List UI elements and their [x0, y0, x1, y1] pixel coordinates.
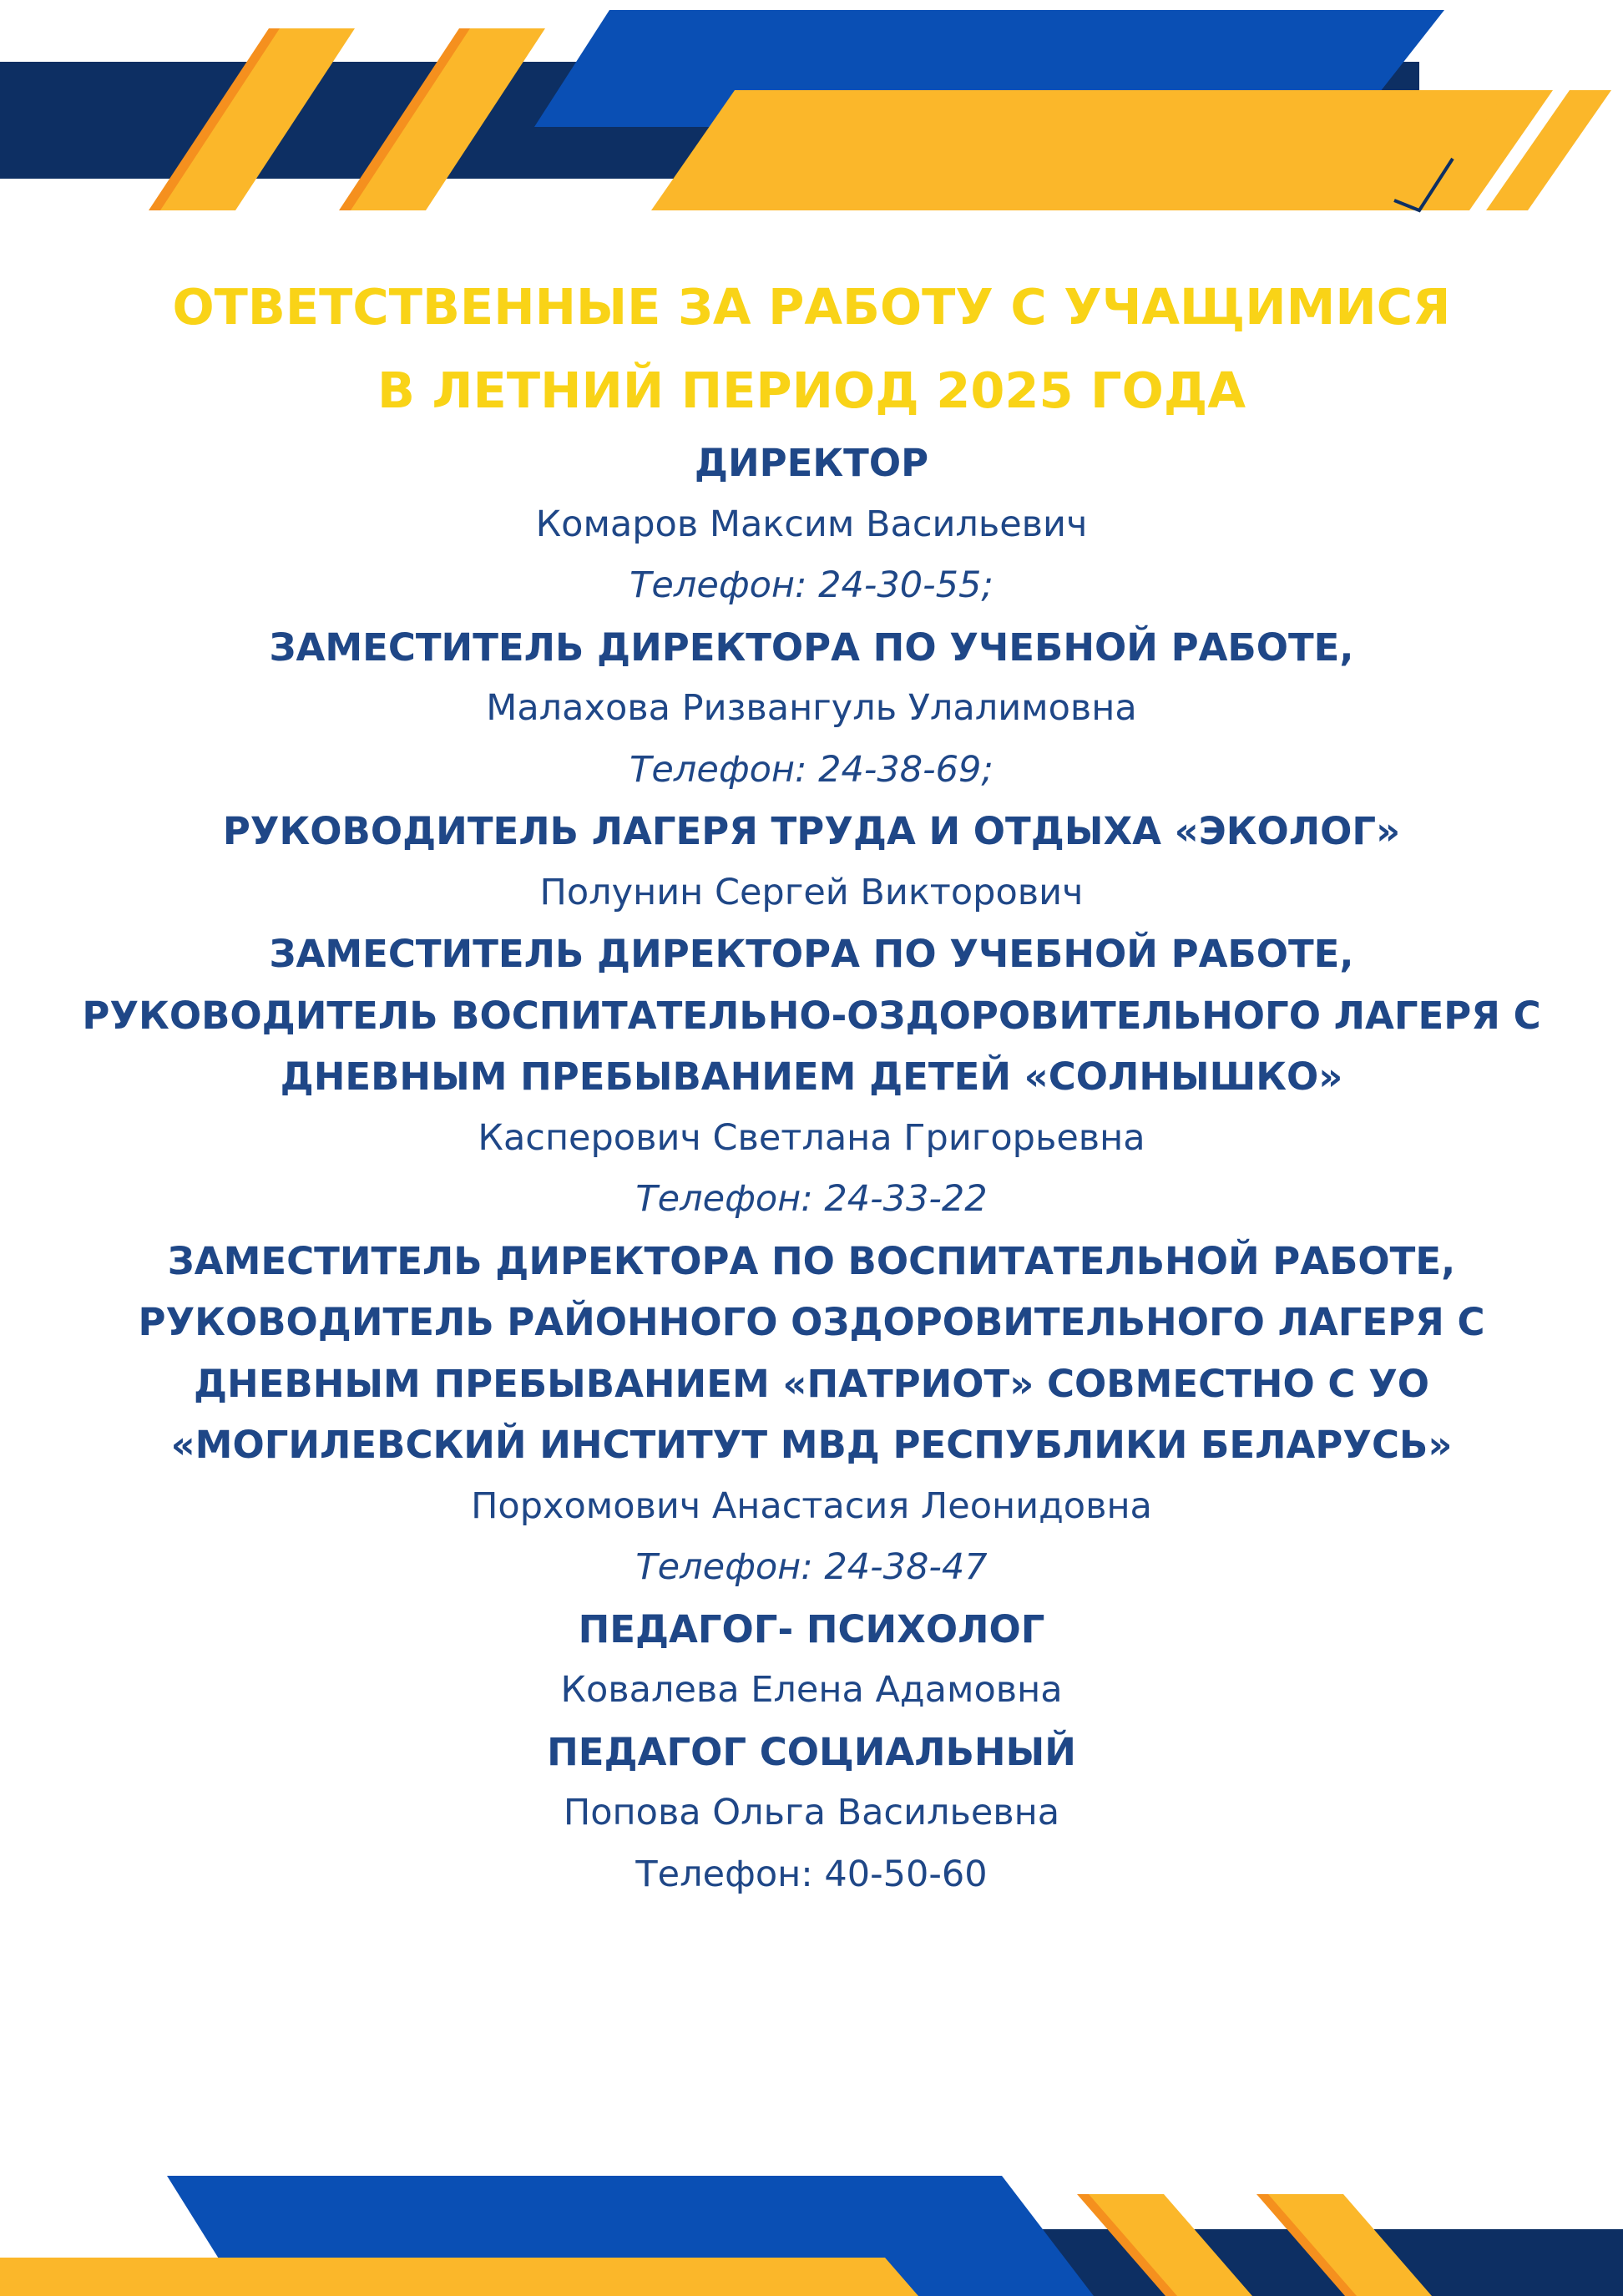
- role-title-line-4: «МОГИЛЕВСКИЙ ИНСТИТУТ МВД РЕСПУБЛИКИ БЕЛАРУСЬ»: [170, 1423, 1453, 1467]
- person-name: Полунин Сергей Викторович: [539, 871, 1084, 913]
- main-content: [0, 266, 1623, 1905]
- role-title-line-1: ЗАМЕСТИТЕЛЬ ДИРЕКТОРА ПО ВОСПИТАТЕЛЬНОЙ РАБОТЕ,: [167, 1238, 1456, 1283]
- entry-deputy-education: [0, 617, 1623, 802]
- entry-social-pedagogue: [0, 1722, 1623, 1906]
- yellow-parallelogram: [651, 90, 1553, 210]
- entry-camp-solnyshko: [0, 923, 1623, 1231]
- role-title-line-3: ДНЕВНЫМ ПРЕБЫВАНИЕМ «ПАТРИОТ» СОВМЕСТНО С УО: [193, 1361, 1430, 1406]
- phone-number: Телефон: 24-38-69;: [629, 748, 994, 791]
- title-line-1: ОТВЕТСТВЕННЫЕ ЗА РАБОТУ С УЧАЩИМИСЯ: [172, 278, 1451, 336]
- page-title: [0, 266, 1623, 432]
- role-title-line-2: РУКОВОДИТЕЛЬ РАЙОННОГО ОЗДОРОВИТЕЛЬНОГО ЛАГЕРЯ С: [138, 1300, 1485, 1344]
- role-title-line-3: ДНЕВНЫМ ПРЕБЫВАНИЕМ ДЕТЕЙ «СОЛНЫШКО»: [280, 1054, 1343, 1099]
- person-name: Попова Ольга Васильевна: [563, 1792, 1060, 1833]
- top-decorative-banner: [0, 0, 1623, 225]
- role-title: ДИРЕКТОР: [694, 441, 929, 485]
- title-line-2: В ЛЕТНИЙ ПЕРИОД 2025 ГОДА: [377, 362, 1246, 419]
- entry-director: [0, 432, 1623, 617]
- role-title: ПЕДАГОГ СОЦИАЛЬНЫЙ: [547, 1729, 1076, 1774]
- role-title: ЗАМЕСТИТЕЛЬ ДИРЕКТОРА ПО УЧЕБНОЙ РАБОТЕ,: [269, 625, 1354, 670]
- phone-number: Телефон: 24-38-47: [635, 1546, 988, 1588]
- phone-number: Телефон: 24-30-55;: [629, 564, 994, 606]
- yellow-parallelogram: [0, 2258, 918, 2296]
- person-name: Касперович Светлана Григорьевна: [478, 1116, 1145, 1159]
- person-name: Малахова Ризвангуль Улалимовна: [486, 687, 1137, 729]
- phone-number: Телефон: 24-33-22: [635, 1178, 988, 1220]
- entry-psychologist: [0, 1599, 1623, 1722]
- role-title-line-2: РУКОВОДИТЕЛЬ ВОСПИТАТЕЛЬНО-ОЗДОРОВИТЕЛЬНОГО ЛАГЕРЯ С: [82, 993, 1541, 1038]
- person-name: Комаров Максим Васильевич: [535, 503, 1088, 545]
- role-title: РУКОВОДИТЕЛЬ ЛАГЕРЯ ТРУДА И ОТДЫХА «ЭКОЛОГ»: [222, 809, 1401, 853]
- person-name: Ковалева Елена Адамовна: [560, 1669, 1063, 1711]
- entry-camp-ecolog: [0, 801, 1623, 923]
- role-title-line-1: ЗАМЕСТИТЕЛЬ ДИРЕКТОРА ПО УЧЕБНОЙ РАБОТЕ,: [269, 932, 1354, 976]
- person-name: Порхомович Анастасия Леонидовна: [471, 1484, 1152, 1527]
- entry-camp-patriot: [0, 1231, 1623, 1599]
- bottom-decorative-banner: [0, 2162, 1623, 2296]
- role-title: ПЕДАГОГ- ПСИХОЛОГ: [578, 1606, 1045, 1651]
- phone-number: Телефон: 40-50-60: [635, 1853, 988, 1895]
